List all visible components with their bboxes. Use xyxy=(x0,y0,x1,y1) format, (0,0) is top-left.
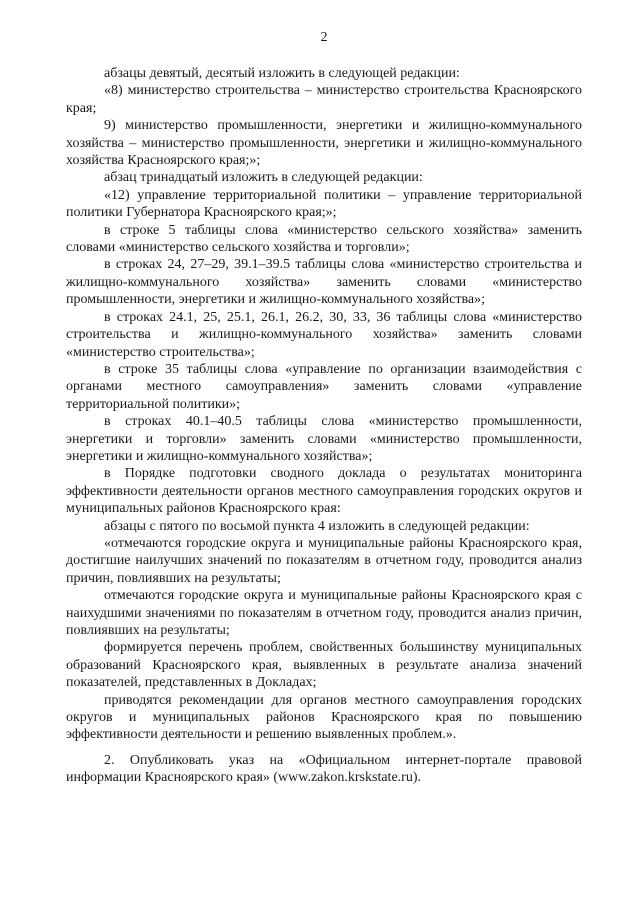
paragraph-8: в строках 24.1, 25, 25.1, 26.1, 26.2, 30, 33, 36 таблицы слова «министерство строительства и жилищно-коммунального хозяйства» заменить словами «министерство строительства»; xyxy=(66,309,582,360)
paragraph-4: абзац тринадцатый изложить в следующей редакции: xyxy=(104,170,423,186)
paragraph-11: в Порядке подготовки сводного доклада о результатах мониторинга эффективности деятельности органов местного самоуправления городских округов и муниципальных районов Красноярского края: xyxy=(66,466,582,517)
paragraph-9: в строке 35 таблицы слова «управление по организации взаимодействия с органами местного самоуправления» заменить словами «управление территориальной политики»; xyxy=(66,361,582,412)
document-body xyxy=(66,65,582,787)
paragraph-12: абзацы с пятого по восьмой пункта 4 изложить в следующей редакции: xyxy=(104,518,530,534)
paragraph-2: «8) министерство строительства – министерство строительства Красноярского края; xyxy=(66,83,582,116)
paragraph-13: «отмечаются городские округа и муниципальные районы Красноярского края, достигшие наилучших значений по показателям в отчетном году, проводится анализ причин, повлиявших на результаты; xyxy=(66,535,582,586)
paragraph-14: отмечаются городские округа и муниципальные районы Красноярского края с наихудшими значениями по показателям в отчетном году, проводится анализ причин, повлиявших на результаты; xyxy=(66,588,582,638)
paragraph-7: в строках 24, 27–29, 39.1–39.5 таблицы слова «министерство строительства и жилищно-коммунального хозяйства» заменить словами «министерство промышленности, энергетики и жилищно-коммунального хозяйства»; xyxy=(66,257,582,308)
paragraph-5: «12) управление территориальной политики – управление территориальной политики Губернатора Красноярского края;»; xyxy=(66,187,582,221)
paragraph-17: 2. Опубликовать указ на «Официальном интернет-портале правовой информации Красноярского края» (www.zakon.krskstate.ru). xyxy=(66,752,582,786)
paragraph-3: 9) министерство промышленности, энергетики и жилищно-коммунального хозяйства – министерство промышленности, энергетики и жилищно-коммунального хозяйства Красноярского края;»; xyxy=(66,118,582,169)
paragraph-6: в строке 5 таблицы слова «министерство сельского хозяйства» заменить словами «министерство сельского хозяйства и торговли»; xyxy=(66,222,582,256)
page-number: 2 xyxy=(320,30,328,45)
paragraph-10: в строках 40.1–40.5 таблицы слова «министерство промышленности, энергетики и торговли» заменить словами «министерство промышленности, энергетики и жилищно-коммунального хозяйства»; xyxy=(66,414,582,464)
paragraph-15: формируется перечень проблем, свойственных большинству муниципальных образований Красноярского края, выявленных в результате анализа значений показателей, представленных в Докладах; xyxy=(66,640,582,691)
paragraph-16: приводятся рекомендации для органов местного самоуправления городских округов и муниципальных районов Красноярского края по повышению эффективности деятельности и решению выявленных проблем.». xyxy=(66,692,582,743)
paragraph-1: абзацы девятый, десятый изложить в следующей редакции: xyxy=(104,66,460,81)
